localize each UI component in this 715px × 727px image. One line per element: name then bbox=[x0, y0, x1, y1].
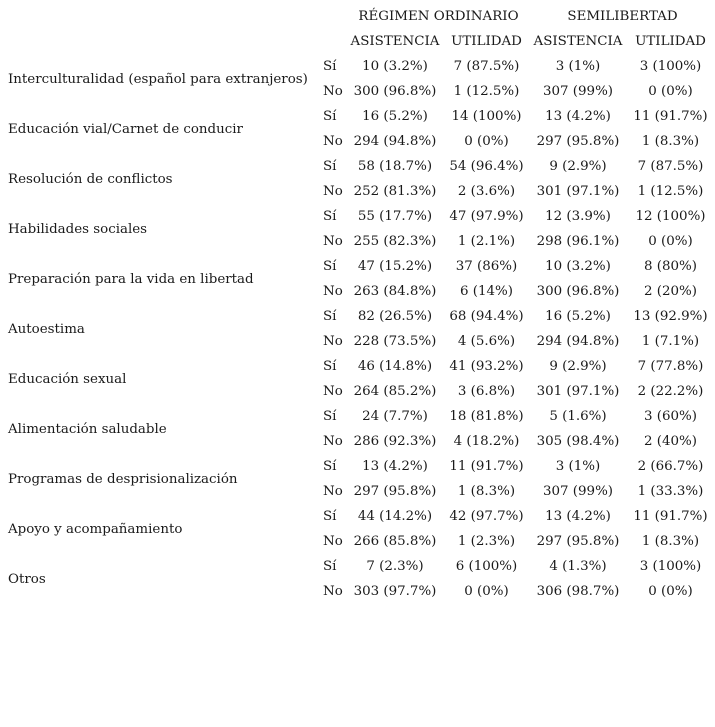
yes-label: Sí bbox=[323, 159, 337, 174]
table-row bbox=[0, 354, 715, 379]
regimen-utilidad-value: 68 (94.4%) bbox=[449, 309, 524, 324]
semilibertad-utilidad-value: 2 (66.7%) bbox=[637, 459, 704, 474]
regimen-utilidad-value: 1 (2.3%) bbox=[457, 534, 516, 549]
semilibertad-utilidad-value: 2 (40%) bbox=[644, 434, 697, 449]
semilibertad-asistencia-value: 13 (4.2%) bbox=[545, 509, 611, 524]
group-header-row bbox=[0, 4, 715, 29]
results-table-container bbox=[0, 4, 715, 604]
semilibertad-asistencia-value: 16 (5.2%) bbox=[545, 309, 611, 324]
semilibertad-asistencia-value: 12 (3.9%) bbox=[545, 209, 611, 224]
yes-label: Sí bbox=[323, 459, 337, 474]
semilibertad-asistencia-value: 294 (94.8%) bbox=[536, 334, 620, 349]
regimen-asistencia-value: 47 (15.2%) bbox=[357, 259, 433, 274]
regimen-utilidad-value: 54 (96.4%) bbox=[449, 159, 524, 174]
regimen-utilidad-value: 1 (8.3%) bbox=[457, 484, 516, 499]
program-label: Autoestima bbox=[8, 321, 85, 337]
table-row bbox=[0, 54, 715, 79]
semilibertad-asistencia-value: 9 (2.9%) bbox=[549, 159, 607, 174]
regimen-utilidad-value: 1 (12.5%) bbox=[453, 84, 520, 99]
semilibertad-utilidad-value: 0 (0%) bbox=[648, 84, 693, 99]
semilibertad-utilidad-value: 1 (33.3%) bbox=[637, 484, 704, 499]
semilibertad-utilidad-value: 11 (91.7%) bbox=[633, 109, 708, 124]
program-label: Apoyo y acompañamiento bbox=[8, 521, 183, 537]
semilibertad-asistencia-value: 307 (99%) bbox=[542, 484, 614, 499]
table-header bbox=[0, 4, 715, 54]
regimen-asistencia-value: 303 (97.7%) bbox=[353, 584, 437, 599]
semilibertad-utilidad-value: 1 (7.1%) bbox=[641, 334, 700, 349]
no-label: No bbox=[323, 134, 343, 149]
sub-header-utilidad: UTILIDAD bbox=[451, 34, 522, 49]
regimen-utilidad-value: 41 (93.2%) bbox=[449, 359, 524, 374]
regimen-utilidad-value: 0 (0%) bbox=[464, 134, 509, 149]
table-row bbox=[0, 554, 715, 579]
no-label: No bbox=[323, 234, 343, 249]
semilibertad-utilidad-value: 12 (100%) bbox=[635, 209, 706, 224]
regimen-utilidad-value: 6 (14%) bbox=[460, 284, 513, 299]
regimen-asistencia-value: 264 (85.2%) bbox=[353, 384, 437, 399]
table-row bbox=[0, 154, 715, 179]
semilibertad-utilidad-value: 7 (87.5%) bbox=[637, 159, 704, 174]
regimen-utilidad-value: 37 (86%) bbox=[455, 259, 518, 274]
regimen-utilidad-value: 11 (91.7%) bbox=[449, 459, 524, 474]
regimen-utilidad-value: 4 (5.6%) bbox=[457, 334, 516, 349]
regimen-asistencia-value: 58 (18.7%) bbox=[357, 159, 433, 174]
yes-label: Sí bbox=[323, 559, 337, 574]
regimen-utilidad-value: 47 (97.9%) bbox=[449, 209, 524, 224]
regimen-asistencia-value: 255 (82.3%) bbox=[353, 234, 437, 249]
regimen-asistencia-value: 16 (5.2%) bbox=[362, 109, 428, 124]
regimen-asistencia-value: 7 (2.3%) bbox=[366, 559, 424, 574]
no-label: No bbox=[323, 584, 343, 599]
regimen-utilidad-value: 14 (100%) bbox=[451, 109, 522, 124]
regimen-asistencia-value: 46 (14.8%) bbox=[357, 359, 433, 374]
table-row bbox=[0, 254, 715, 279]
no-label: No bbox=[323, 484, 343, 499]
group-header-regimen-ordinario: RÉGIMEN ORDINARIO bbox=[358, 9, 519, 24]
yes-label: Sí bbox=[323, 309, 337, 324]
semilibertad-utilidad-value: 1 (8.3%) bbox=[641, 134, 700, 149]
semilibertad-asistencia-value: 298 (96.1%) bbox=[536, 234, 620, 249]
header-empty-cell bbox=[319, 29, 347, 54]
program-label: Programas de desprisionalización bbox=[8, 471, 238, 487]
regimen-utilidad-value: 1 (2.1%) bbox=[457, 234, 516, 249]
table-row bbox=[0, 104, 715, 129]
program-label: Educación vial/Carnet de conducir bbox=[8, 121, 243, 137]
table-row bbox=[0, 404, 715, 429]
regimen-asistencia-value: 266 (85.8%) bbox=[353, 534, 437, 549]
table-row bbox=[0, 204, 715, 229]
table-row bbox=[0, 304, 715, 329]
yes-label: Sí bbox=[323, 109, 337, 124]
no-label: No bbox=[323, 184, 343, 199]
regimen-utilidad-value: 2 (3.6%) bbox=[457, 184, 516, 199]
header-empty-cell bbox=[0, 4, 319, 29]
yes-label: Sí bbox=[323, 209, 337, 224]
program-label: Preparación para la vida en libertad bbox=[8, 271, 254, 287]
semilibertad-utilidad-value: 3 (100%) bbox=[639, 559, 702, 574]
header-empty-cell bbox=[0, 29, 319, 54]
table-body bbox=[0, 54, 715, 604]
semilibertad-asistencia-value: 10 (3.2%) bbox=[545, 259, 611, 274]
semilibertad-utilidad-value: 8 (80%) bbox=[644, 259, 697, 274]
sub-header-asistencia: ASISTENCIA bbox=[533, 34, 623, 49]
no-label: No bbox=[323, 384, 343, 399]
semilibertad-utilidad-value: 2 (22.2%) bbox=[637, 384, 704, 399]
semilibertad-utilidad-value: 3 (100%) bbox=[639, 59, 702, 74]
regimen-asistencia-value: 286 (92.3%) bbox=[353, 434, 437, 449]
program-label: Habilidades sociales bbox=[8, 221, 148, 237]
yes-label: Sí bbox=[323, 359, 337, 374]
semilibertad-utilidad-value: 0 (0%) bbox=[648, 584, 693, 599]
semilibertad-utilidad-value: 7 (77.8%) bbox=[637, 359, 704, 374]
regimen-asistencia-value: 10 (3.2%) bbox=[362, 59, 428, 74]
results-table bbox=[0, 4, 715, 604]
semilibertad-asistencia-value: 297 (95.8%) bbox=[536, 134, 620, 149]
semilibertad-asistencia-value: 5 (1.6%) bbox=[549, 409, 607, 424]
semilibertad-asistencia-value: 307 (99%) bbox=[542, 84, 614, 99]
semilibertad-asistencia-value: 3 (1%) bbox=[555, 59, 601, 74]
program-label: Alimentación saludable bbox=[8, 421, 167, 437]
regimen-asistencia-value: 44 (14.2%) bbox=[357, 509, 433, 524]
regimen-utilidad-value: 0 (0%) bbox=[464, 584, 509, 599]
regimen-utilidad-value: 18 (81.8%) bbox=[449, 409, 524, 424]
yes-label: Sí bbox=[323, 59, 337, 74]
semilibertad-utilidad-value: 11 (91.7%) bbox=[633, 509, 708, 524]
semilibertad-utilidad-value: 1 (8.3%) bbox=[641, 534, 700, 549]
program-label: Educación sexual bbox=[8, 371, 127, 387]
semilibertad-asistencia-value: 9 (2.9%) bbox=[549, 359, 607, 374]
no-label: No bbox=[323, 284, 343, 299]
regimen-asistencia-value: 300 (96.8%) bbox=[353, 84, 437, 99]
regimen-asistencia-value: 294 (94.8%) bbox=[353, 134, 437, 149]
no-label: No bbox=[323, 84, 343, 99]
program-label: Resolución de conflictos bbox=[8, 171, 173, 187]
semilibertad-asistencia-value: 300 (96.8%) bbox=[536, 284, 620, 299]
no-label: No bbox=[323, 334, 343, 349]
semilibertad-utilidad-value: 2 (20%) bbox=[644, 284, 697, 299]
sub-header-asistencia: ASISTENCIA bbox=[350, 34, 440, 49]
semilibertad-utilidad-value: 0 (0%) bbox=[648, 234, 693, 249]
semilibertad-asistencia-value: 297 (95.8%) bbox=[536, 534, 620, 549]
regimen-asistencia-value: 24 (7.7%) bbox=[362, 409, 428, 424]
no-label: No bbox=[323, 434, 343, 449]
regimen-asistencia-value: 82 (26.5%) bbox=[357, 309, 433, 324]
semilibertad-asistencia-value: 301 (97.1%) bbox=[536, 184, 620, 199]
sub-header-row bbox=[0, 29, 715, 54]
table-row bbox=[0, 504, 715, 529]
regimen-asistencia-value: 297 (95.8%) bbox=[353, 484, 437, 499]
semilibertad-asistencia-value: 301 (97.1%) bbox=[536, 384, 620, 399]
header-empty-cell bbox=[319, 4, 347, 29]
program-label: Otros bbox=[8, 571, 46, 587]
regimen-asistencia-value: 13 (4.2%) bbox=[362, 459, 428, 474]
semilibertad-utilidad-value: 1 (12.5%) bbox=[637, 184, 704, 199]
regimen-asistencia-value: 228 (73.5%) bbox=[353, 334, 437, 349]
regimen-asistencia-value: 55 (17.7%) bbox=[357, 209, 433, 224]
table-row bbox=[0, 454, 715, 479]
semilibertad-asistencia-value: 3 (1%) bbox=[555, 459, 601, 474]
semilibertad-asistencia-value: 306 (98.7%) bbox=[536, 584, 620, 599]
regimen-utilidad-value: 4 (18.2%) bbox=[453, 434, 520, 449]
regimen-utilidad-value: 3 (6.8%) bbox=[457, 384, 516, 399]
semilibertad-utilidad-value: 3 (60%) bbox=[644, 409, 697, 424]
semilibertad-utilidad-value: 13 (92.9%) bbox=[633, 309, 708, 324]
yes-label: Sí bbox=[323, 259, 337, 274]
regimen-utilidad-value: 42 (97.7%) bbox=[449, 509, 524, 524]
program-label: Interculturalidad (español para extranjeros) bbox=[8, 71, 308, 87]
regimen-asistencia-value: 263 (84.8%) bbox=[353, 284, 437, 299]
regimen-asistencia-value: 252 (81.3%) bbox=[353, 184, 437, 199]
semilibertad-asistencia-value: 13 (4.2%) bbox=[545, 109, 611, 124]
yes-label: Sí bbox=[323, 409, 337, 424]
regimen-utilidad-value: 6 (100%) bbox=[455, 559, 518, 574]
semilibertad-asistencia-value: 4 (1.3%) bbox=[549, 559, 607, 574]
no-label: No bbox=[323, 534, 343, 549]
semilibertad-asistencia-value: 305 (98.4%) bbox=[536, 434, 620, 449]
sub-header-utilidad: UTILIDAD bbox=[635, 34, 706, 49]
group-header-semilibertad: SEMILIBERTAD bbox=[567, 9, 678, 24]
regimen-utilidad-value: 7 (87.5%) bbox=[453, 59, 520, 74]
yes-label: Sí bbox=[323, 509, 337, 524]
